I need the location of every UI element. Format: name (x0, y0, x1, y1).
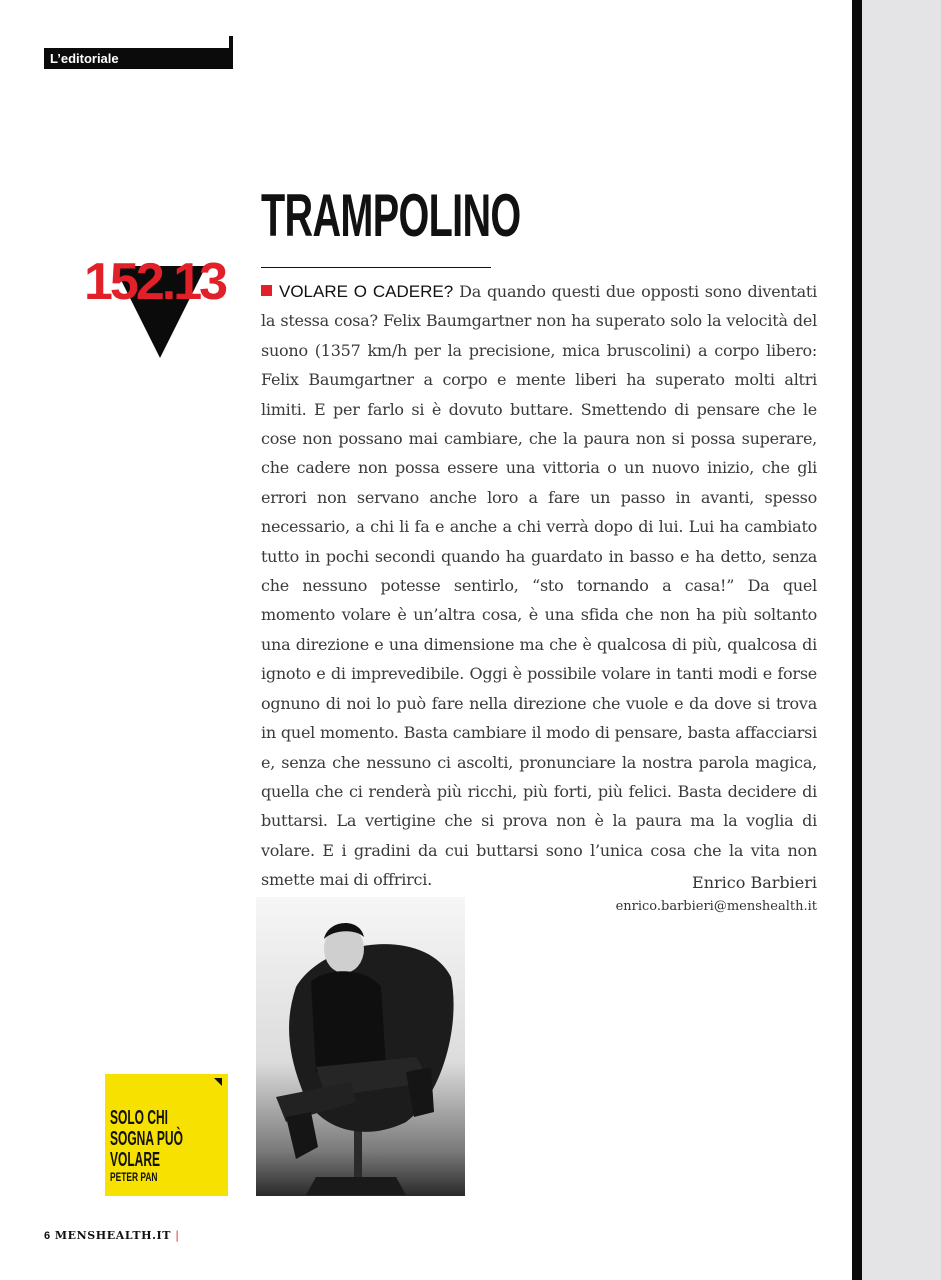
article-lead: VOLARE O CADERE? (279, 282, 454, 301)
page-edge-gray (862, 0, 941, 1280)
marker-number: 152.13 (84, 253, 226, 311)
headline-rule (261, 267, 491, 268)
headline: TRAMPOLINO (261, 182, 521, 249)
footer-site: MENSHEALTH.IT (54, 1229, 172, 1242)
footer-separator: | (175, 1229, 180, 1242)
page-number: 6 (44, 1230, 51, 1242)
page-edge-black (852, 0, 862, 1280)
author-photo-illustration (256, 897, 465, 1196)
author-email: enrico.barbieri@menshealth.it (615, 899, 817, 914)
bullet-square-icon (261, 285, 272, 296)
quote-text: SOLO CHI SOGNA PUÒ VOLARE (110, 1107, 183, 1171)
section-label: L’editoriale (50, 51, 119, 66)
corner-triangle-icon (214, 1078, 222, 1086)
author-name: Enrico Barbieri (692, 873, 817, 892)
footer (44, 1229, 180, 1242)
quote-box (105, 1074, 228, 1196)
article-text: Da quando questi due opposti sono diventati la stessa cosa? Felix Baumgartner non ha superato solo la velocità del suono (1357 km/h per la precisione, mica bruscolini) a corpo libero: Felix Baumgartner a corpo e mente liberi ha superato molti altri limiti. E per farlo si è dovuto buttare. Smettendo di pensare che le cose non possano mai cambiare, che la paura non si possa superare, che cadere non possa essere una vittoria o un nuovo inizio, che gli errori non servano anche loro a fare un passo in avanti, spesso necessario, a chi li fa e anche a chi verrà dopo di lui. Lui ha cambiato tutto in pochi secondi quando ha guardato in basso e ha detto, senza che nessuno potesse sentirlo, “sto tornando a casa!” Da quel momento volare è un’altra cosa, è una sfida che non ha più soltanto una direzione e una dimensione ma che è qualcosa di più, qualcosa di ignoto e di imprevedibile. Oggi è possibile volare in tanti modi e forse ognuno di noi lo può fare nella direzione che vuole e da dove si trova in quel momento. Basta cambiare il modo di pensare, basta affacciarsi e, senza che nessuno ci ascolti, pronunciare la nostra parola magica, quella che ci renderà più ricchi, più forti, più felici. Basta decidere di buttarsi. La vertigine che si prova non è la paura ma la voglia di volare. E i gradini da cui buttarsi sono l’unica cosa che la vita non smette mai di offrirci. (261, 282, 817, 890)
signature (616, 871, 817, 919)
article-body (261, 277, 817, 895)
author-photo (256, 897, 465, 1196)
section-tab (44, 48, 233, 69)
number-marker (84, 253, 240, 360)
quote-author: PETER PAN (110, 1170, 158, 1184)
